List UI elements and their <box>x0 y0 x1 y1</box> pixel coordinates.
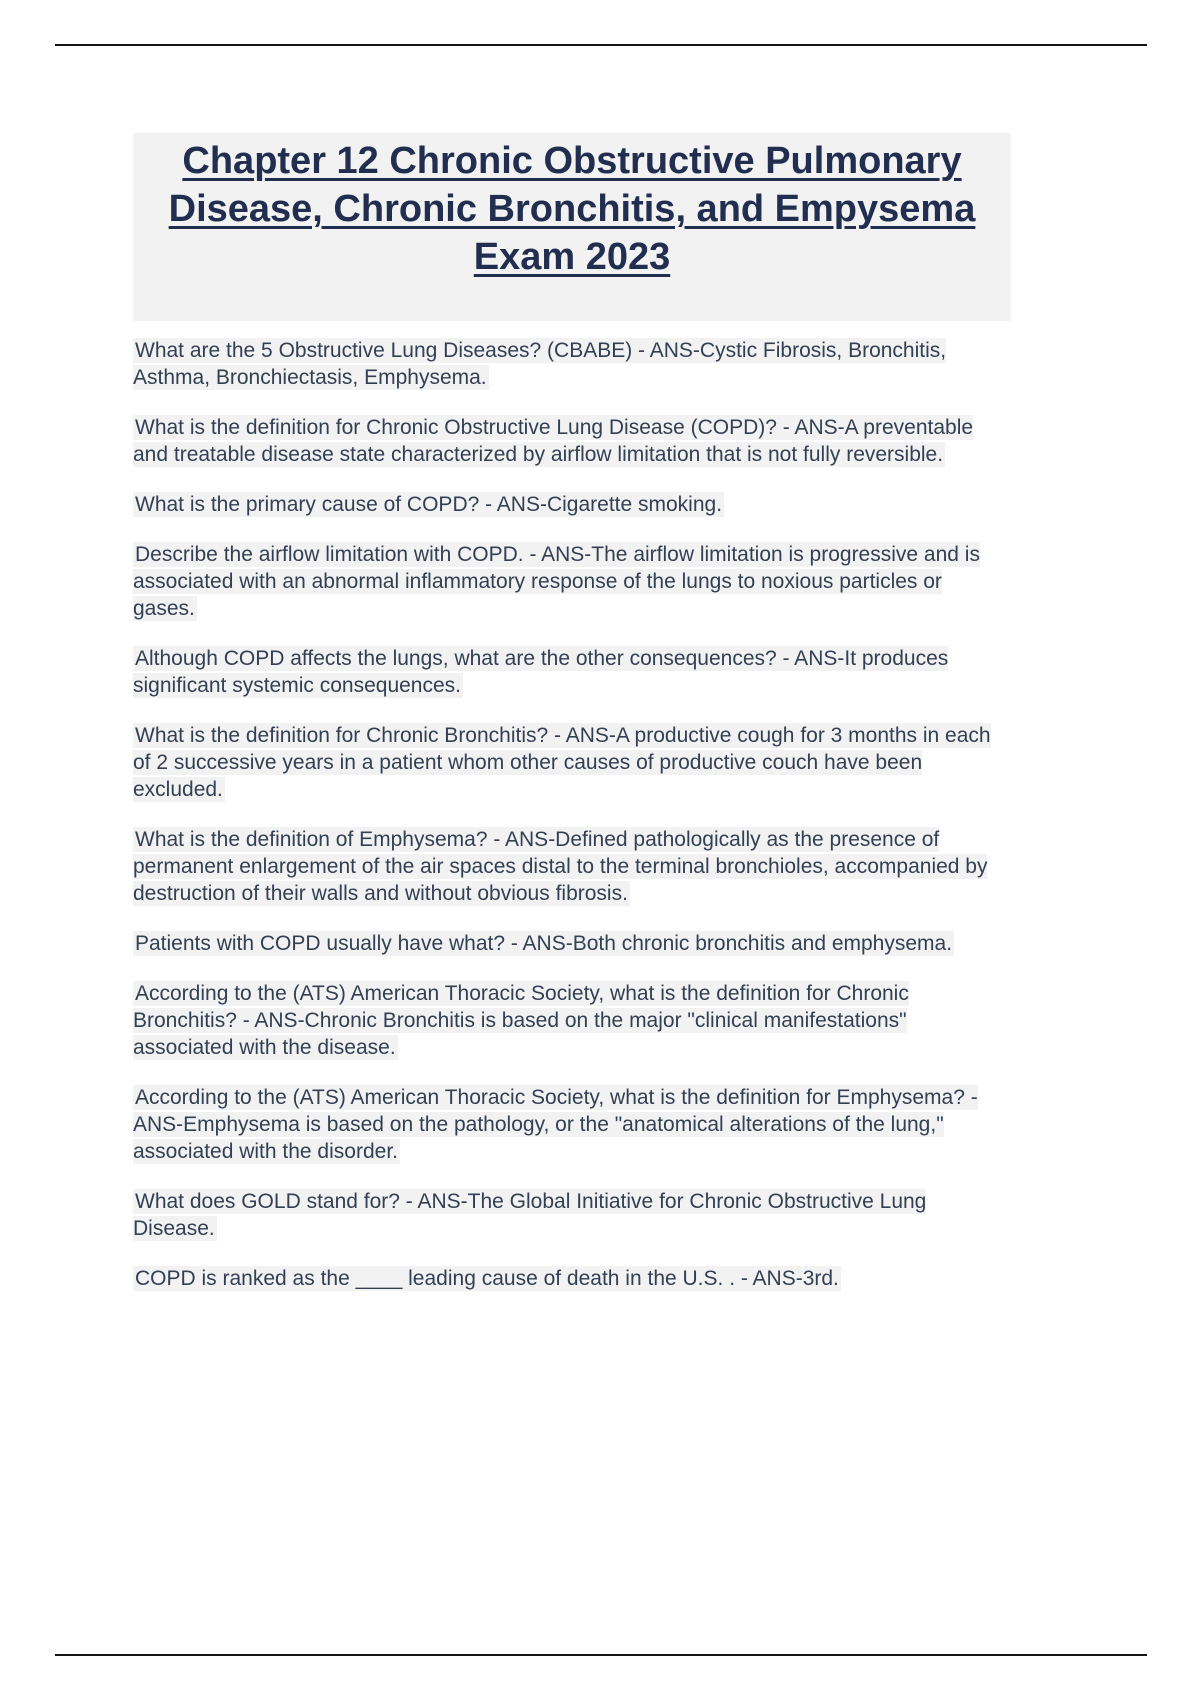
qa-text-2: What is the definition for Chronic Obstructive Lung Disease (COPD)? - ANS-A preventable and treatable disease state characterized by airflow limitation that is not fully reversible. <box>133 416 974 466</box>
qa-paragraph-11 <box>133 1188 1011 1242</box>
title-line-1: Chapter 12 Chronic Obstructive Pulmonary <box>182 140 962 182</box>
title-line-2: Disease, Chronic Bronchitis, and Empysema <box>168 188 976 230</box>
qa-paragraph-8 <box>133 930 1011 957</box>
qa-text-8: Patients with COPD usually have what? - ANS-Both chronic bronchitis and emphysema. <box>135 932 953 955</box>
top-rule <box>55 44 1147 46</box>
qa-paragraph-3 <box>133 491 1011 518</box>
qa-paragraph-2 <box>133 414 1011 468</box>
qa-paragraph-1 <box>133 337 1011 391</box>
qa-paragraph-5 <box>133 645 1011 699</box>
qa-text-6: What is the definition for Chronic Bronchitis? - ANS-A productive cough for 3 months in each of 2 successive years in a patient whom other causes of productive couch have been excluded. <box>133 724 991 801</box>
document-content <box>133 133 1011 1315</box>
qa-text-11: What does GOLD stand for? - ANS-The Global Initiative for Chronic Obstructive Lung Disease. <box>133 1190 927 1240</box>
title-line-3: Exam 2023 <box>473 236 671 278</box>
qa-paragraph-10 <box>133 1084 1011 1165</box>
qa-text-4: Describe the airflow limitation with COPD. - ANS-The airflow limitation is progressive and is associated with an abnormal inflammatory response of the lungs to noxious particles or gases. <box>133 543 980 620</box>
qa-paragraph-9 <box>133 980 1011 1061</box>
qa-text-12: COPD is ranked as the ____ leading cause of death in the U.S. . - ANS-3rd. <box>135 1267 839 1290</box>
qa-paragraph-6 <box>133 722 1011 803</box>
page-title <box>133 133 1011 321</box>
qa-paragraph-7 <box>133 826 1011 907</box>
qa-text-5: Although COPD affects the lungs, what are the other consequences? - ANS-It produces significant systemic consequences. <box>133 647 949 697</box>
qa-text-9: According to the (ATS) American Thoracic Society, what is the definition for Chronic Bronchitis? - ANS-Chronic Bronchitis is based on the major "clinical manifestations" associated with the disease. <box>133 982 909 1059</box>
bottom-rule <box>55 1654 1147 1656</box>
qa-paragraph-4 <box>133 541 1011 622</box>
qa-text-1: What are the 5 Obstructive Lung Diseases? (CBABE) - ANS-Cystic Fibrosis, Bronchitis, Asthma, Bronchiectasis, Emphysema. <box>133 339 947 389</box>
qa-paragraph-12 <box>133 1265 1011 1292</box>
qa-text-7: What is the definition of Emphysema? - ANS-Defined pathologically as the presence of permanent enlargement of the air spaces distal to the terminal bronchioles, accompanied by destruction of their walls and without obvious fibrosis. <box>133 828 988 905</box>
qa-text-3: What is the primary cause of COPD? - ANS-Cigarette smoking. <box>135 493 723 516</box>
qa-text-10: According to the (ATS) American Thoracic Society, what is the definition for Emphysema? - ANS-Emphysema is based on the pathology, or the "anatomical alterations of the lung," associated with the disorder. <box>133 1086 978 1163</box>
